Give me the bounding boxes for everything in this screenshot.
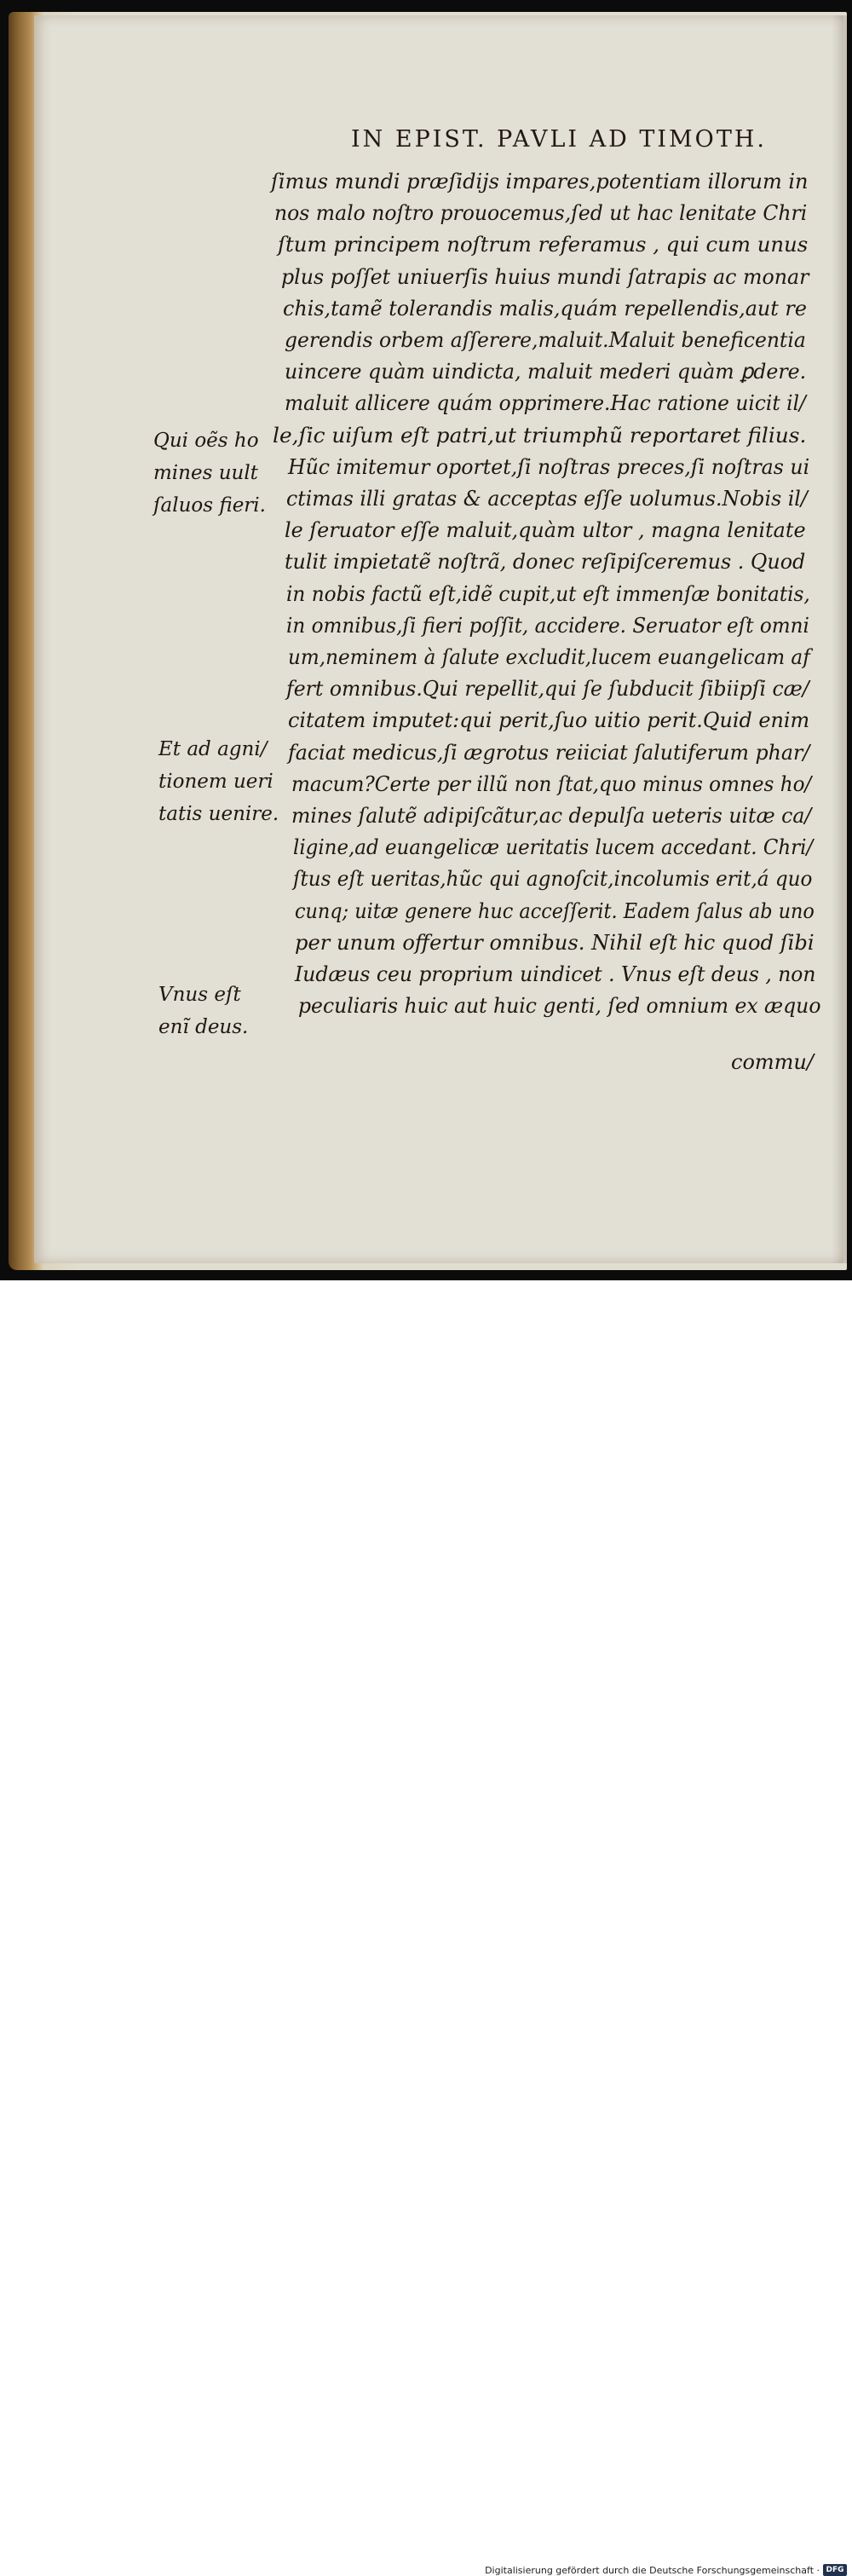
text-line: ſtum principem noſtrum referamus , qui cum unus (278, 232, 809, 257)
running-head: IN EPIST. PAVLI AD TIMOTH. (351, 126, 767, 153)
margin-note-line: enĩ deus. (158, 1016, 249, 1038)
text-line: ſimus mundi præſidijs impares,potentiam illorum in (271, 169, 809, 193)
text-line: le,ſic uiſum eſt patri,ut triumphũ reportaret filius. (273, 422, 807, 448)
catchword: commu/ (731, 1050, 814, 1074)
text-line: mines ſalutẽ adipiſcãtur,ac depulſa ueteris uitæ ca/ (291, 803, 812, 828)
margin-note-line: tatis uenire. (158, 803, 279, 825)
page-gutter-shadow (832, 15, 847, 1263)
margin-note-line: Qui oẽs ho (153, 430, 259, 452)
text-line: plus poſſet uniuerſis huius mundi ſatrapis ac monar (281, 263, 809, 289)
margin-note-line: Et ad agni/ (158, 738, 268, 760)
margin-note-line: ſaluos fieri. (153, 494, 266, 517)
text-line: nos malo noſtro prouocemus,ſed ut hac lenitate Chri (274, 200, 808, 226)
text-line: tulit impietatẽ noſtrã, donec reſipiſceremus . Quod (285, 549, 806, 575)
text-line: peculiaris huic aut huic genti, ſed omnium ex æquo (298, 993, 821, 1019)
text-line: le ſeruator eſſe maluit,quàm ultor , magna lenitate (285, 517, 806, 543)
scan-background (0, 0, 852, 1280)
margin-note-line: mines uult (153, 462, 258, 484)
text-line: citatem imputet:qui perit,ſuo uitio perit.Quid enim (288, 708, 810, 733)
text-line: maluit allicere quám opprimere.Hac ratione uicit il/ (285, 390, 806, 416)
funding-credit: Digitalisierung gefördert durch die Deutsche Forschungsgemeinschaft · (485, 2565, 820, 2576)
text-line: ſtus eſt ueritas,hũc qui agnoſcit,incolumis erit,á quo (293, 866, 813, 892)
text-line: gerendis orbem aſſerere,maluit.Maluit beneficentia (285, 327, 806, 352)
text-line: Iudæus ceu proprium uindicet . Vnus eſt deus , non (295, 962, 816, 986)
text-line: per unum offertur omnibus. Nihil eſt hic quod ſibi (295, 929, 815, 955)
text-line: faciat medicus,ſi ægrotus reiiciat ſalutiferum phar/ (288, 739, 810, 765)
dfg-logo: DFG (823, 2564, 847, 2576)
text-line: ctimas illi gratas & acceptas eſſe uolumus.Nobis il/ (286, 486, 808, 511)
text-line: chis,tamẽ tolerandis malis,quám repellendis,aut re (283, 295, 807, 321)
text-line: uincere quàm uindicta, maluit mederi quàm ꝑdere. (285, 359, 807, 384)
text-line: ligine,ad euangelicæ ueritatis lucem accedant. Chri/ (293, 835, 814, 860)
margin-note-line: tionem ueri (158, 771, 273, 793)
text-line: Hũc imitemur oportet,ſi noſtras preces,ſi noſtras ui (288, 453, 810, 479)
margin-note-line: Vnus eſt (158, 984, 241, 1006)
text-line: um,neminem à ſalute excludit,lucem euangelicam af (288, 644, 810, 669)
text-line: fert omnibus.Qui repellit,qui ſe ſubducit ſibiipſi cæ/ (286, 676, 809, 702)
footer-bar (0, 1280, 852, 2576)
text-line: macum?Certe per illũ non ſtat,quo minus omnes ho/ (291, 771, 812, 796)
text-line: in omnibus,ſi fieri poſſit, accidere. Seruator eſt omni (286, 612, 809, 638)
text-line: in nobis factũ eſt,idẽ cupit,ut eſt immenſæ bonitatis, (286, 580, 810, 606)
text-line: cunq; uitæ genere huc acceſſerit. Eadem ſalus ab uno (295, 898, 815, 923)
